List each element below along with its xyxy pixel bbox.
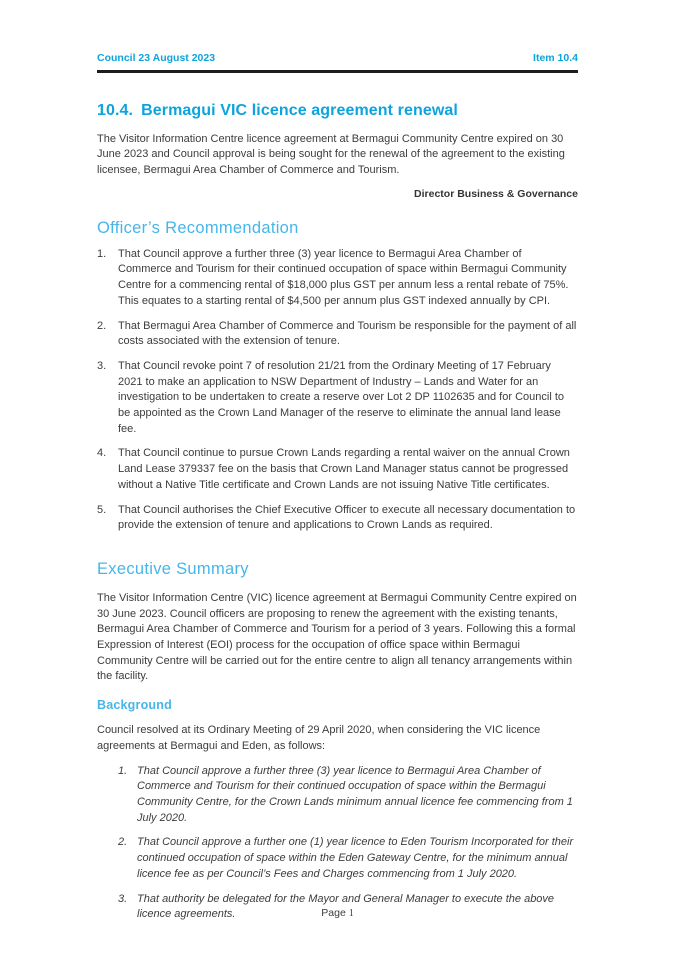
header-meeting-date: Council 23 August 2023 <box>97 52 216 64</box>
header-divider <box>97 70 578 73</box>
list-item-number: 4. <box>97 447 107 460</box>
executive-summary-paragraph: The Visitor Information Centre (VIC) licence agreement at Bermagui Community Centre expired on 30 June 2023. Council officers are proposing to renew the agreement with the existing tenants, Bermagui Area Chamber of Commerce and Tourism for a period of 3 years. Following this a formal Expression of Interest (EOI) process for the occupation of office space within Bermagui Community Centre will be carried out for the entire centre to align all tenancy arrangements within the facility. <box>97 591 577 683</box>
list-item <box>118 835 578 882</box>
list-item-text: That Council authorises the Chief Executive Officer to execute all necessary documentation to provide the extension of tenure and applications to Crown Lands as required. <box>118 503 576 532</box>
list-item-text: That authority be delegated for the Mayor and General Manager to execute the above licence agreements. <box>137 892 555 921</box>
list-item-text: That Bermagui Area Chamber of Commerce and Tourism be responsible for the payment of all costs associated with the extension of tenure. <box>118 319 577 348</box>
footer-page-label: Page <box>321 907 346 919</box>
list-item-number: 2. <box>97 319 107 332</box>
list-item-number: 5. <box>97 503 107 516</box>
title-item-number: 10.4. <box>97 101 134 119</box>
list-item-text: That Council continue to pursue Crown Lands regarding a rental waiver on the annual Crown Land Lease 379337 fee on the basis that Crown Land Manager status cannot be progressed without a Native Title certificate and Crown Lands are not issuing Native Title certificates. <box>118 447 570 491</box>
list-item <box>97 247 578 310</box>
list-item <box>97 359 578 438</box>
list-item <box>118 764 578 827</box>
background-intro-paragraph: Council resolved at its Ordinary Meeting of 29 April 2020, when considering the VIC licence agreements at Bermagui and Eden, as follows: <box>97 724 541 752</box>
page-title <box>97 102 578 120</box>
intro-paragraph: The Visitor Information Centre licence agreement at Bermagui Community Centre expired on 30 June 2023 and Council approval is being sought for the renewal of the agreement to the existing licensee, Bermagui Area Chamber of Commerce and Tourism. <box>97 132 565 176</box>
list-item-number: 1. <box>97 247 107 260</box>
section-heading-executive-summary: Executive Summary <box>97 559 249 578</box>
page-footer <box>0 907 675 919</box>
footer-page-number: 1 <box>348 908 354 919</box>
list-item-text: That Council revoke point 7 of resolution 21/21 from the Ordinary Meeting of 17 February 2021 to make an application to NSW Department of Industry – Lands and Water for an investigation to be undertaken to create a reserve over Lot 2 DP 1102635 and for Council to be appointed as the Crown Land Manager of the reserve to eliminate the annual land lease fee. <box>118 359 564 435</box>
header-item-number: Item 10.4 <box>533 52 578 64</box>
list-item-text: That Council approve a further three (3) year licence to Bermagui Area Chamber of Commerce and Tourism for their continued occupation of space within Bermagui Community Centre for a commencing rental of $18,000 plus GST per annum less a rental rebate of 75%. This equates to a starting rental of $4,500 per annum plus GST indexed annually by CPI. <box>118 247 569 307</box>
list-item-number: 3. <box>97 359 107 372</box>
list-item <box>97 319 578 350</box>
director-byline: Director Business & Governance <box>414 187 578 200</box>
background-resolution-list <box>118 764 578 923</box>
page-header <box>97 52 578 64</box>
sub-heading-background: Background <box>97 698 172 713</box>
list-item-text: That Council approve a further one (1) year licence to Eden Tourism Incorporated for their continued occupation of space within the Eden Gateway Centre, for the minimum annual licence fee as per Council’s Fees and Charges commencing from 1 July 2020. <box>137 836 574 880</box>
list-item <box>97 446 578 493</box>
title-text: Bermagui VIC licence agreement renewal <box>141 101 458 119</box>
list-item <box>97 503 578 534</box>
recommendation-list <box>97 247 578 534</box>
section-heading-officers-recommendation: Officer’s Recommendation <box>97 218 299 237</box>
list-item-number: 3. <box>118 892 128 905</box>
list-item-number: 1. <box>118 764 128 777</box>
list-item-number: 2. <box>118 836 128 849</box>
list-item-text: That Council approve a further three (3) year licence to Bermagui Area Chamber of Commerce and Tourism for their continued occupation of space within the Bermagui Community Centre, for the Crown Lands minimum annual licence fee commencing from 1 July 2020. <box>137 764 573 824</box>
